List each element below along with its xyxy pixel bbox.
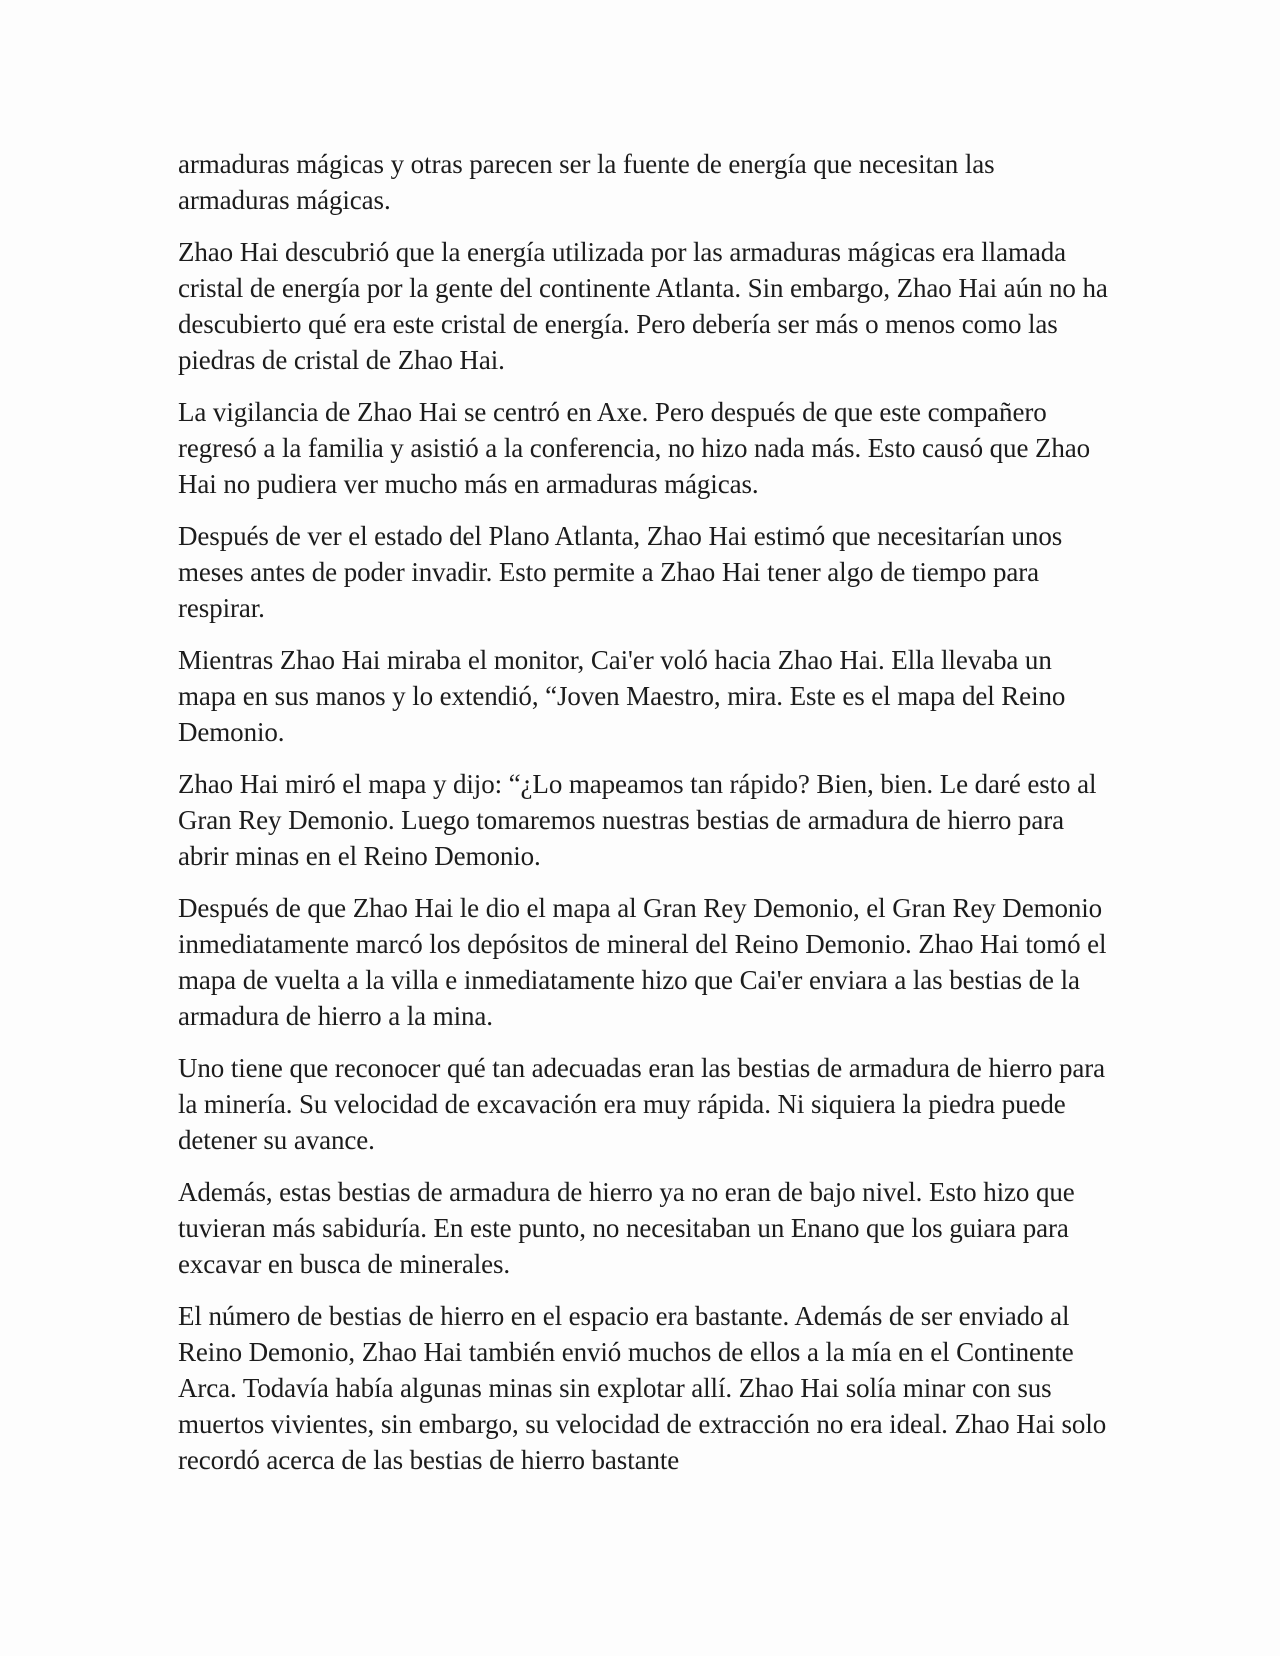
paragraph-2: Zhao Hai descubrió que la energía utilizada por las armaduras mágicas era llamada cristal de energía por la gente del continente Atlanta. Sin embargo, Zhao Hai aún no ha descubierto qué era este cristal de energía. Pero debería ser más o menos como las piedras de cristal de Zhao Hai.: [178, 237, 1108, 375]
paragraph-4: Después de ver el estado del Plano Atlanta, Zhao Hai estimó que necesitarían unos meses antes de poder invadir. Esto permite a Zhao Hai tener algo de tiempo para respirar.: [178, 521, 1063, 623]
paragraph-5: Mientras Zhao Hai miraba el monitor, Cai'er voló hacia Zhao Hai. Ella llevaba un mapa en sus manos y lo extendió, “Joven Maestro, mira. Este es el mapa del Reino Demonio.: [178, 645, 1066, 747]
paragraph-3: La vigilancia de Zhao Hai se centró en Axe. Pero después de que este compañero regresó a la familia y asistió a la conferencia, no hizo nada más. Esto causó que Zhao Hai no pudiera ver mucho más en armaduras mágicas.: [178, 397, 1091, 499]
paragraph-8: Uno tiene que reconocer qué tan adecuadas eran las bestias de armadura de hierro para la minería. Su velocidad de excavación era muy rápida. Ni siquiera la piedra puede detener su avance.: [178, 1053, 1106, 1155]
paragraph-6: Zhao Hai miró el mapa y dijo: “¿Lo mapeamos tan rápido? Bien, bien. Le daré esto al Gran Rey Demonio. Luego tomaremos nuestras bestias de armadura de hierro para abrir minas en el Reino Demonio.: [178, 769, 1097, 871]
paragraph-9: Además, estas bestias de armadura de hierro ya no eran de bajo nivel. Esto hizo que tuvieran más sabiduría. En este punto, no necesitaban un Enano que los guiara para excavar en busca de minerales.: [178, 1177, 1075, 1279]
paragraph-1: armaduras mágicas y otras parecen ser la fuente de energía que necesitan las armaduras mágicas.: [178, 149, 995, 215]
document-body: [178, 146, 1108, 1494]
paragraph-10: El número de bestias de hierro en el espacio era bastante. Además de ser enviado al Reino Demonio, Zhao Hai también envió muchos de ellos a la mía en el Continente Arca. Todavía había algunas minas sin explotar allí. Zhao Hai solía minar con sus muertos vivientes, sin embargo, su velocidad de extracción no era ideal. Zhao Hai solo recordó acerca de las bestias de hierro bastante: [178, 1301, 1107, 1475]
paragraph-7: Después de que Zhao Hai le dio el mapa al Gran Rey Demonio, el Gran Rey Demonio inmediatamente marcó los depósitos de mineral del Reino Demonio. Zhao Hai tomó el mapa de vuelta a la villa e inmediatamente hizo que Cai'er enviara a las bestias de la armadura de hierro a la mina.: [178, 893, 1107, 1031]
